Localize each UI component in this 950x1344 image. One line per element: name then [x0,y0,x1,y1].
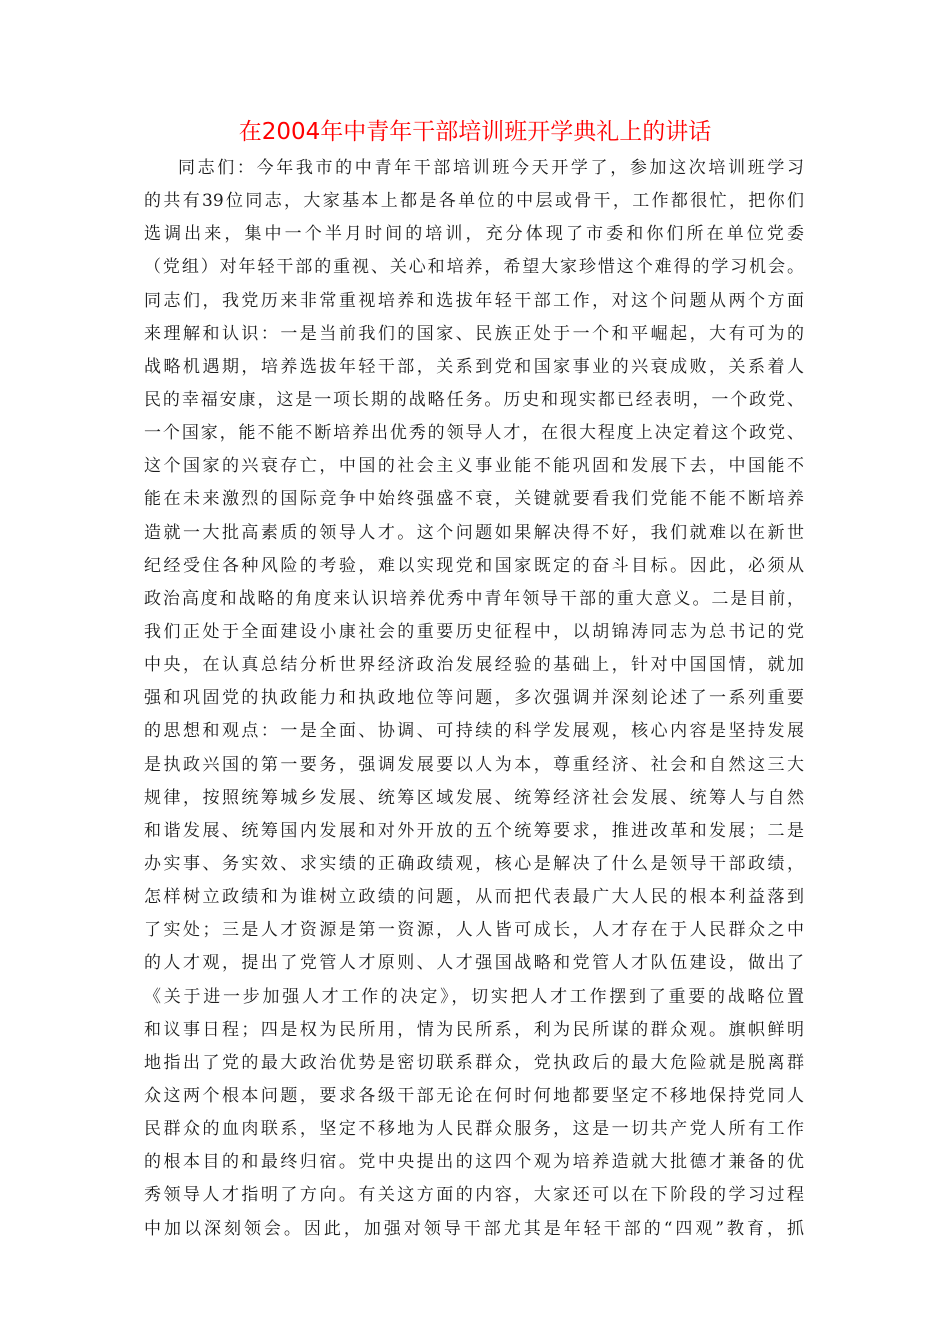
body-line: 同志们，我党历来非常重视培养和选拔年轻干部工作，对这个问题从两个方面 [144,290,804,311]
body-line: 一个国家，能不能不断培养出优秀的领导人才，在很大程度上决定着这个政党、 [144,423,804,444]
body-line: 秀领导人才指明了方向。有关这方面的内容，大家还可以在下阶段的学习过程 [144,1185,804,1206]
body-line: 规律，按照统筹城乡发展、统筹区域发展、统筹经济社会发展、统筹人与自然 [144,787,804,808]
body-line: 中央，在认真总结分析世界经济政治发展经验的基础上，针对中国国情，就加 [144,655,804,676]
body-line: （党组）对年轻干部的重视、关心和培养，希望大家珍惜这个难得的学习机会。 [144,257,804,278]
body-line: 选调出来，集中一个半月时间的培训，充分体现了市委和你们所在单位党委 [144,224,804,245]
body-line: 中加以深刻领会。因此，加强对领导干部尤其是年轻干部的“四观”教育，抓 [144,1218,804,1239]
body-line: 和谐发展、统筹国内发展和对外开放的五个统筹要求，推进改革和发展；二是 [144,820,804,841]
body-line: 众这两个根本问题，要求各级干部无论在何时何地都要坚定不移地保持党同人 [144,1085,804,1106]
body-line: 战略机遇期，培养选拔年轻干部，关系到党和国家事业的兴衰成败，关系着人 [144,356,804,377]
body-line: 怎样树立政绩和为谁树立政绩的问题，从而把代表最广大人民的根本利益落到 [144,887,804,908]
body-line: 造就一大批高素质的领导人才。这个问题如果解决得不好，我们就难以在新世 [144,522,804,543]
body-line: 同志们：今年我市的中青年干部培训班今天开学了，参加这次培训班学习 [178,158,804,178]
body-line: 的思想和观点：一是全面、协调、可持续的科学发展观，核心内容是坚持发展 [144,721,804,742]
body-line: 的共有39位同志，大家基本上都是各单位的中层或骨干，工作都很忙，把你们 [144,191,804,212]
body-line: 办实事、务实效、求实绩的正确政绩观，核心是解决了什么是领导干部政绩， [144,853,804,874]
body-line: 是执政兴国的第一要务，强调发展要以人为本，尊重经济、社会和自然这三大 [144,754,804,775]
body-line: 的人才观，提出了党管人才原则、人才强国战略和党管人才队伍建设，做出了 [144,953,804,974]
body-line: 《关于进一步加强人才工作的决定》，切实把人才工作摆到了重要的战略位置 [144,986,804,1007]
document-title: 在2004年中青年干部培训班开学典礼上的讲话 [238,119,712,145]
body-line: 地指出了党的最大政治优势是密切联系群众，党执政后的最大危险就是脱离群 [144,1052,804,1073]
body-line: 政治高度和战略的角度来认识培养优秀中青年领导干部的重大意义。二是目前， [144,588,804,609]
body-line: 纪经受住各种风险的考验，难以实现党和国家既定的奋斗目标。因此，必须从 [144,555,804,576]
body-line: 这个国家的兴衰存亡，中国的社会主义事业能不能巩固和发展下去，中国能不 [144,456,804,477]
body-line: 民的幸福安康，这是一项长期的战略任务。历史和现实都已经表明，一个政党、 [144,389,804,410]
body-line: 能在未来激烈的国际竞争中始终强盛不衰，关键就要看我们党能不能不断培养 [144,489,804,510]
document-body [144,152,804,1246]
body-line: 了实处；三是人才资源是第一资源，人人皆可成长，人才存在于人民群众之中 [144,920,804,941]
body-line: 民群众的血肉联系，坚定不移地为人民群众服务，这是一切共产党人所有工作 [144,1119,804,1140]
body-line: 强和巩固党的执政能力和执政地位等问题，多次强调并深刻论述了一系列重要 [144,688,804,709]
body-line: 和议事日程；四是权为民所用，情为民所系，利为民所谋的群众观。旗帜鲜明 [144,1019,804,1040]
body-line: 来理解和认识：一是当前我们的国家、民族正处于一个和平崛起，大有可为的 [144,323,804,344]
body-line: 的根本目的和最终归宿。党中央提出的这四个观为培养造就大批德才兼备的优 [144,1152,804,1173]
body-line: 我们正处于全面建设小康社会的重要历史征程中，以胡锦涛同志为总书记的党 [144,621,804,642]
